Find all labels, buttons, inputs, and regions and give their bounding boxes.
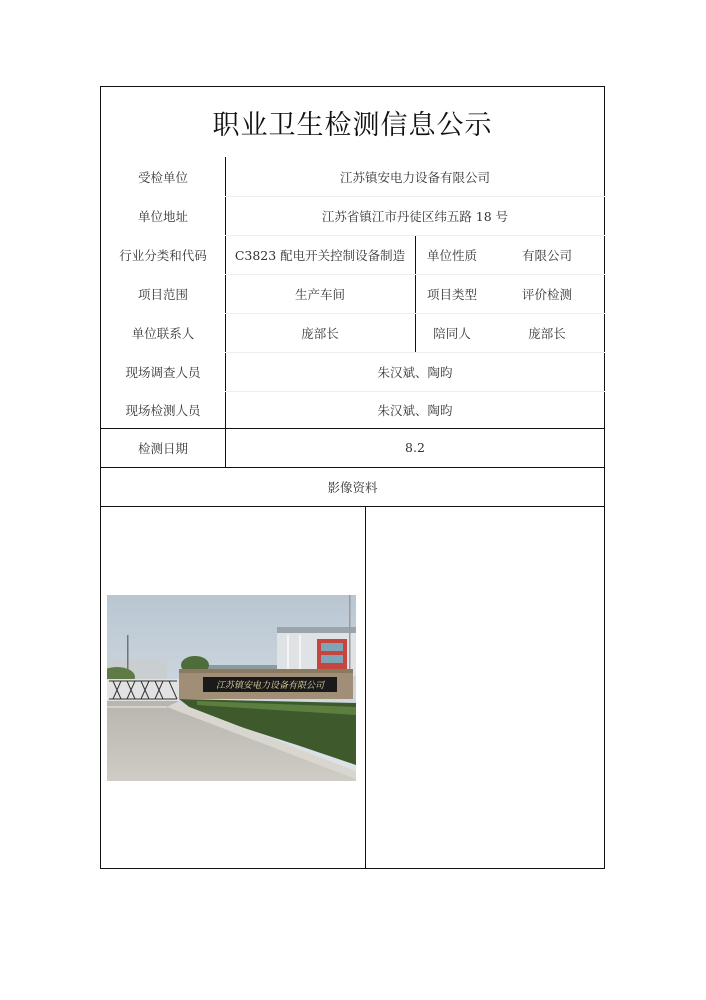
client-value: 江苏镇安电力设备有限公司 (339, 169, 490, 185)
contact-value: 庞部长 (301, 325, 339, 341)
testing-label: 现场检测人员 (125, 402, 201, 418)
page-title: 职业卫生检测信息公示 (212, 109, 493, 141)
date-label: 检测日期 (137, 440, 188, 456)
contact-label: 单位联系人 (131, 325, 195, 341)
rule-after-images (101, 506, 604, 507)
survey-value: 朱汉斌、陶昀 (377, 364, 453, 380)
gate-sign-text: 江苏镇安电力设备有限公司 (215, 681, 325, 691)
type-label: 项目类型 (426, 286, 477, 302)
scope-value: 生产车间 (294, 286, 345, 302)
escort-label: 陪同人 (433, 325, 471, 341)
client-label: 受检单位 (137, 169, 188, 185)
disclosure-form (100, 86, 605, 869)
survey-label: 现场调查人员 (125, 364, 201, 380)
address-value: 江苏省镇江市丹徒区纬五路 18 号 (321, 208, 509, 224)
address-label: 单位地址 (137, 208, 188, 224)
testing-value: 朱汉斌、陶昀 (377, 402, 453, 418)
scope-label: 项目范围 (137, 286, 188, 302)
type-value: 评价检测 (521, 286, 572, 302)
nature-value: 有限公司 (521, 247, 572, 263)
images-label: 影像资料 (327, 479, 378, 495)
divider-image-area (365, 506, 366, 869)
site-entrance-photo (107, 595, 356, 781)
escort-value: 庞部长 (528, 325, 566, 341)
industry-label: 行业分类和代码 (119, 247, 207, 263)
nature-label: 单位性质 (426, 247, 477, 263)
industry-value: C3823 配电开关控制设备制造 (234, 247, 406, 263)
date-value: 8.2 (405, 440, 425, 455)
